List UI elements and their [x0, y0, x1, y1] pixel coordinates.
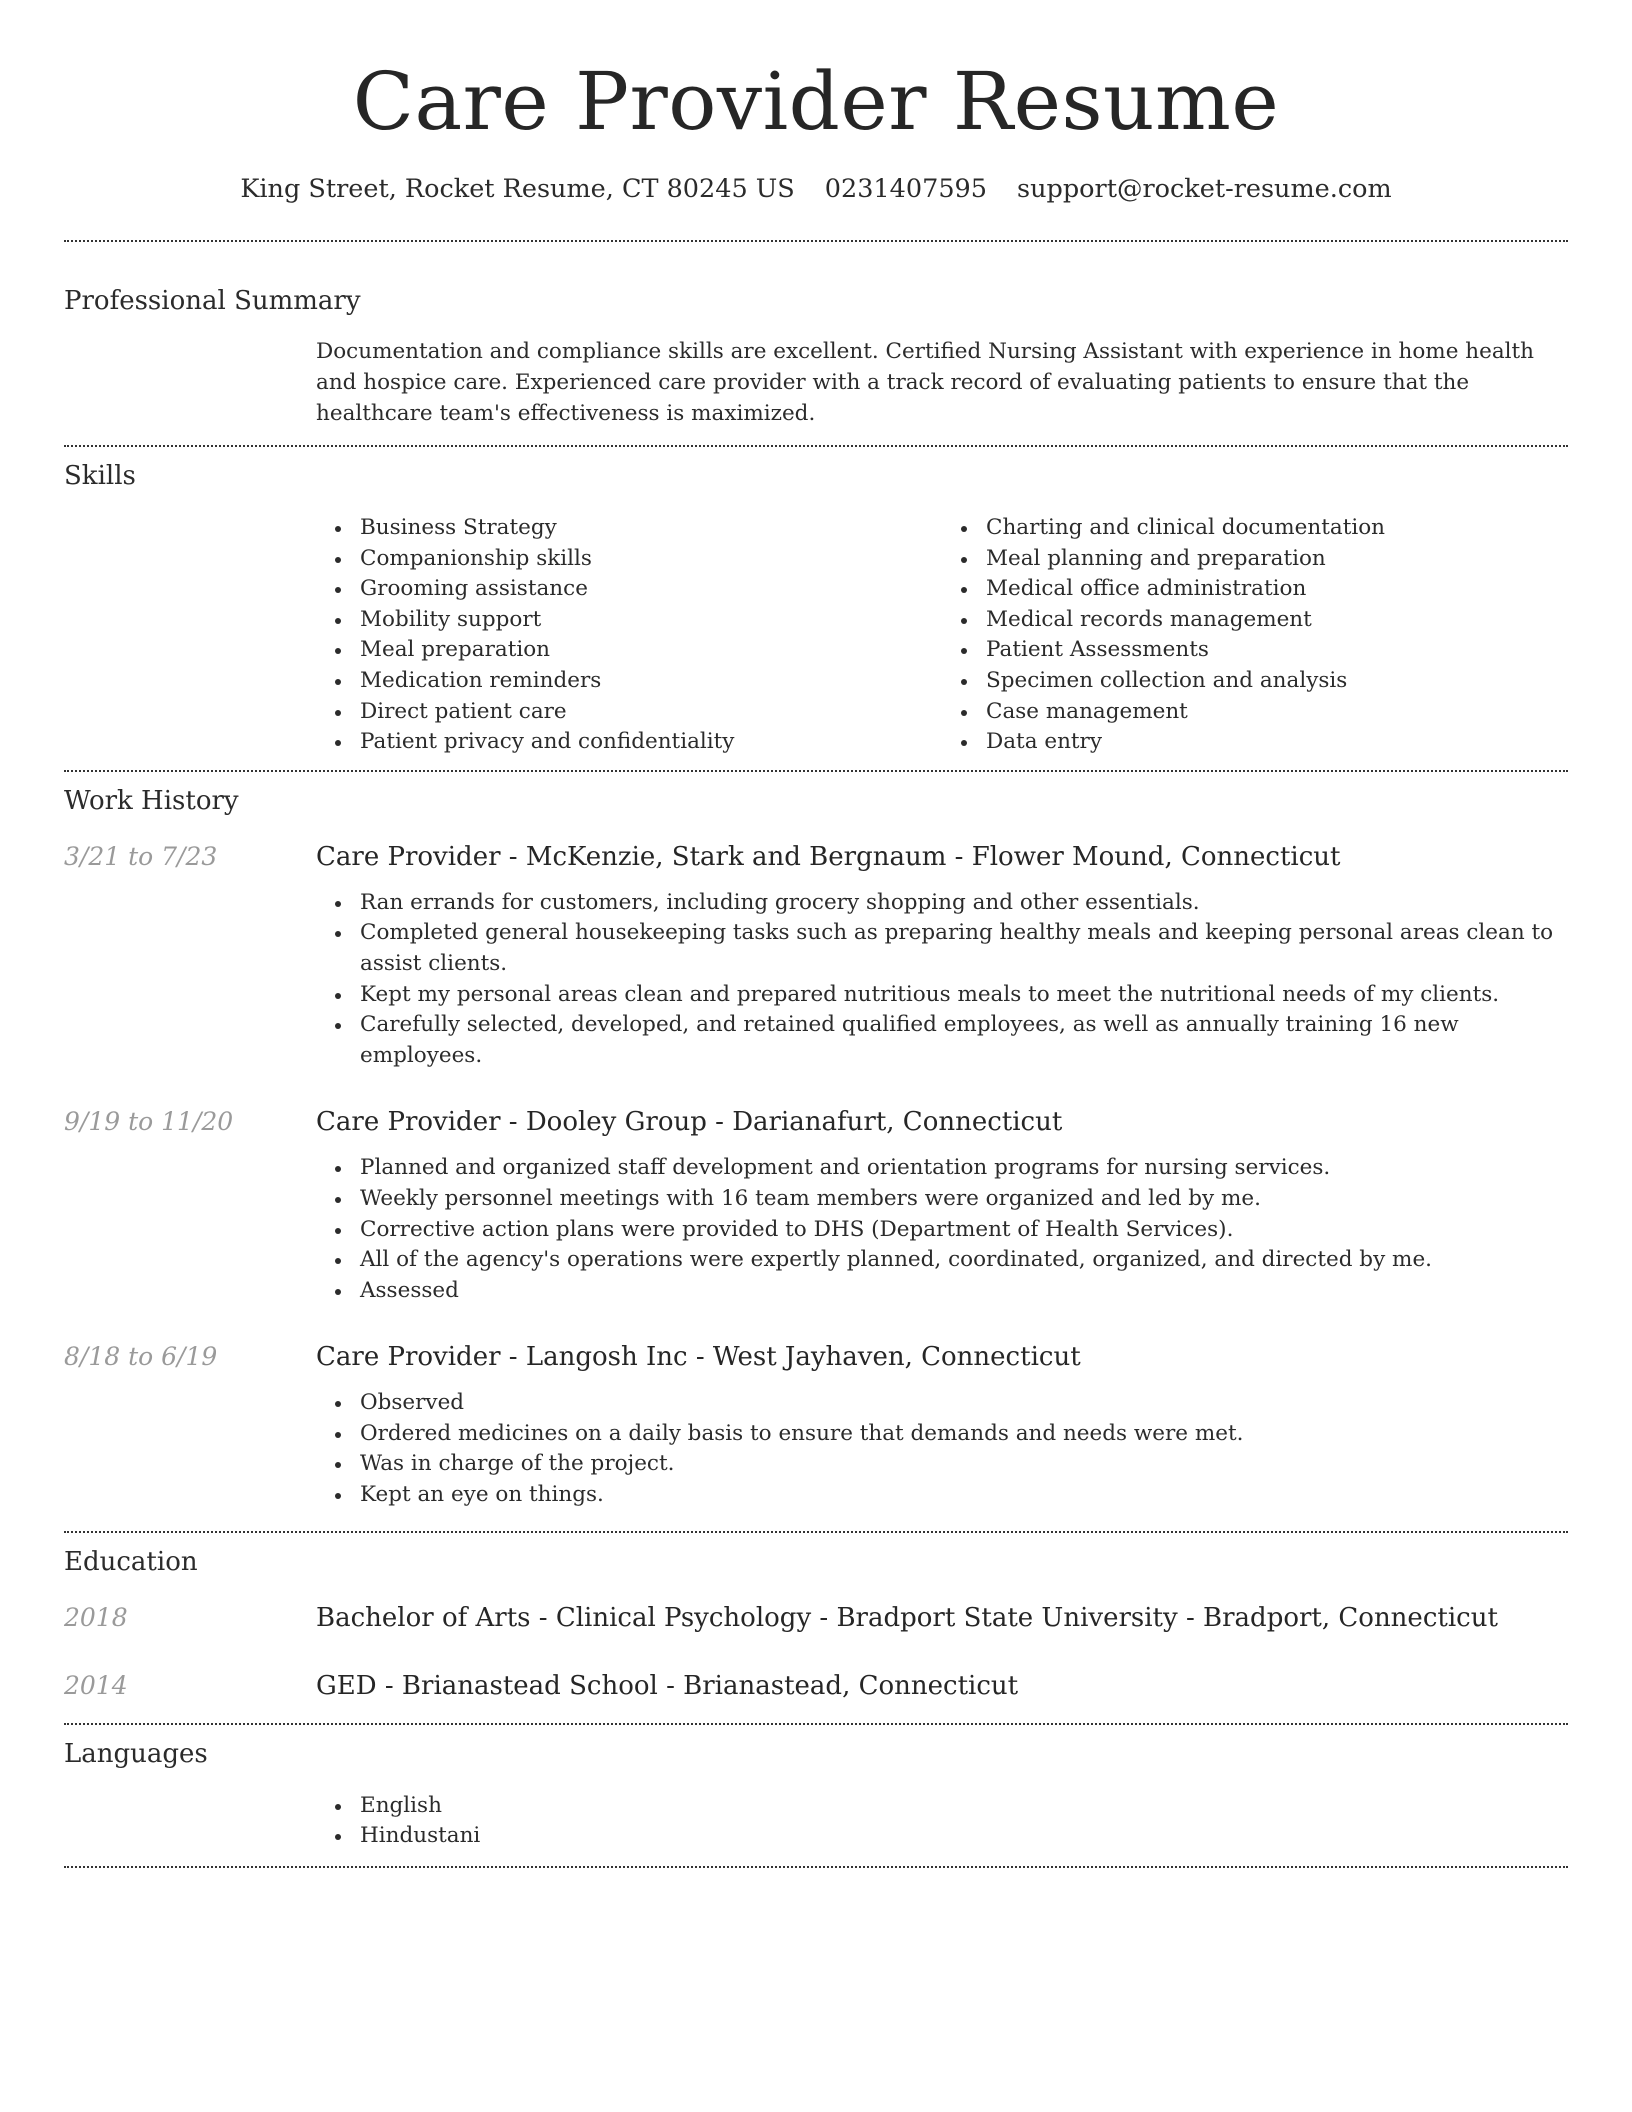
list-item: Medication reminders: [360, 666, 942, 697]
work-date: 3/21 to 7/23: [64, 841, 218, 871]
list-item: Corrective action plans were provided to DHS (Department of Health Services).: [360, 1215, 1568, 1246]
work-entry: [64, 1340, 1568, 1510]
list-item: Medical office administration: [986, 574, 1568, 605]
section-title-work: Work History: [64, 785, 239, 816]
work-bullets: [316, 888, 1568, 1072]
list-item: All of the agency's operations were expertly planned, coordinated, organized, and directed by me.: [360, 1245, 1568, 1276]
divider: [64, 1866, 1568, 1868]
list-item: Data entry: [986, 727, 1568, 758]
page-title: Care Provider Resume: [352, 55, 1280, 148]
summary-text: Documentation and compliance skills are excellent. Certified Nursing Assistant with experience in home health and hospice care. Experienced care provider with a track record of evaluating patients to ensure that the healthcare team's effectiveness is maximized.: [316, 339, 1535, 426]
work-date: 9/19 to 11/20: [64, 1107, 234, 1137]
contact-phone: 0231407595: [824, 174, 988, 204]
work-entry: [64, 1105, 1568, 1306]
list-item: Completed general housekeeping tasks such as preparing healthy meals and keeping personal areas clean to assist clients.: [360, 918, 1568, 979]
list-item: Meal planning and preparation: [986, 544, 1568, 575]
list-item: Companionship skills: [360, 544, 942, 575]
list-item: Assessed: [360, 1276, 1568, 1307]
list-item: Hindustani: [360, 1821, 1568, 1852]
list-item: Planned and organized staff development and orientation programs for nursing services.: [360, 1153, 1568, 1184]
work-title: Care Provider - Langosh Inc - West Jayhaven, Connecticut: [316, 1342, 1081, 1373]
list-item: Patient privacy and confidentiality: [360, 727, 942, 758]
education-date: 2018: [64, 1602, 128, 1632]
list-item: English: [360, 1791, 1568, 1822]
work-entry: [64, 840, 1568, 1072]
divider: [64, 240, 1568, 242]
divider: [64, 1723, 1568, 1725]
contact-line: [64, 172, 1568, 206]
list-item: Direct patient care: [360, 697, 942, 728]
list-item: Mobility support: [360, 605, 942, 636]
skills-list: [316, 513, 1568, 758]
list-item: Weekly personnel meetings with 16 team members were organized and led by me.: [360, 1184, 1568, 1215]
languages-list: [316, 1791, 1568, 1852]
work-date: 8/18 to 6/19: [64, 1342, 218, 1372]
education-date: 2014: [64, 1670, 128, 1700]
education-entry: [64, 1669, 1568, 1703]
work-title: Care Provider - Dooley Group - Darianafurt, Connecticut: [316, 1107, 1063, 1138]
list-item: Patient Assessments: [986, 635, 1568, 666]
list-item: Observed: [360, 1388, 1568, 1419]
section-title-skills: Skills: [64, 461, 136, 491]
work-bullets: [316, 1388, 1568, 1510]
divider: [64, 1531, 1568, 1533]
education-entry: [64, 1601, 1568, 1635]
divider: [64, 445, 1568, 447]
education-title: Bachelor of Arts - Clinical Psychology - Bradport State University - Bradport, Connecticut: [316, 1602, 1498, 1633]
list-item: Kept an eye on things.: [360, 1480, 1568, 1511]
list-item: Charting and clinical documentation: [986, 513, 1568, 544]
section-title-languages: Languages: [64, 1738, 208, 1769]
list-item: Ordered medicines on a daily basis to ensure that demands and needs were met.: [360, 1419, 1568, 1450]
section-title-education: Education: [64, 1546, 198, 1577]
list-item: Kept my personal areas clean and prepared nutritious meals to meet the nutritional needs of my clients.: [360, 980, 1568, 1011]
divider: [64, 770, 1568, 772]
list-item: Grooming assistance: [360, 574, 942, 605]
work-bullets: [316, 1153, 1568, 1306]
list-item: Meal preparation: [360, 635, 942, 666]
skills-column-right: [942, 513, 1568, 758]
list-item: Case management: [986, 697, 1568, 728]
work-title: Care Provider - McKenzie, Stark and Bergnaum - Flower Mound, Connecticut: [316, 841, 1341, 872]
list-item: Business Strategy: [360, 513, 942, 544]
section-title-summary: Professional Summary: [64, 286, 361, 316]
languages-bullets: [316, 1791, 1568, 1852]
list-item: Ran errands for customers, including grocery shopping and other essentials.: [360, 888, 1568, 919]
education-title: GED - Brianastead School - Brianastead, Connecticut: [316, 1670, 1019, 1701]
contact-address: King Street, Rocket Resume, CT 80245 US: [240, 174, 795, 204]
contact-email: support@rocket-resume.com: [1017, 174, 1392, 204]
skills-column-left: [316, 513, 942, 758]
list-item: Was in charge of the project.: [360, 1449, 1568, 1480]
list-item: Medical records management: [986, 605, 1568, 636]
list-item: Specimen collection and analysis: [986, 666, 1568, 697]
list-item: Carefully selected, developed, and retained qualified employees, as well as annually training 16 new employees.: [360, 1010, 1568, 1071]
